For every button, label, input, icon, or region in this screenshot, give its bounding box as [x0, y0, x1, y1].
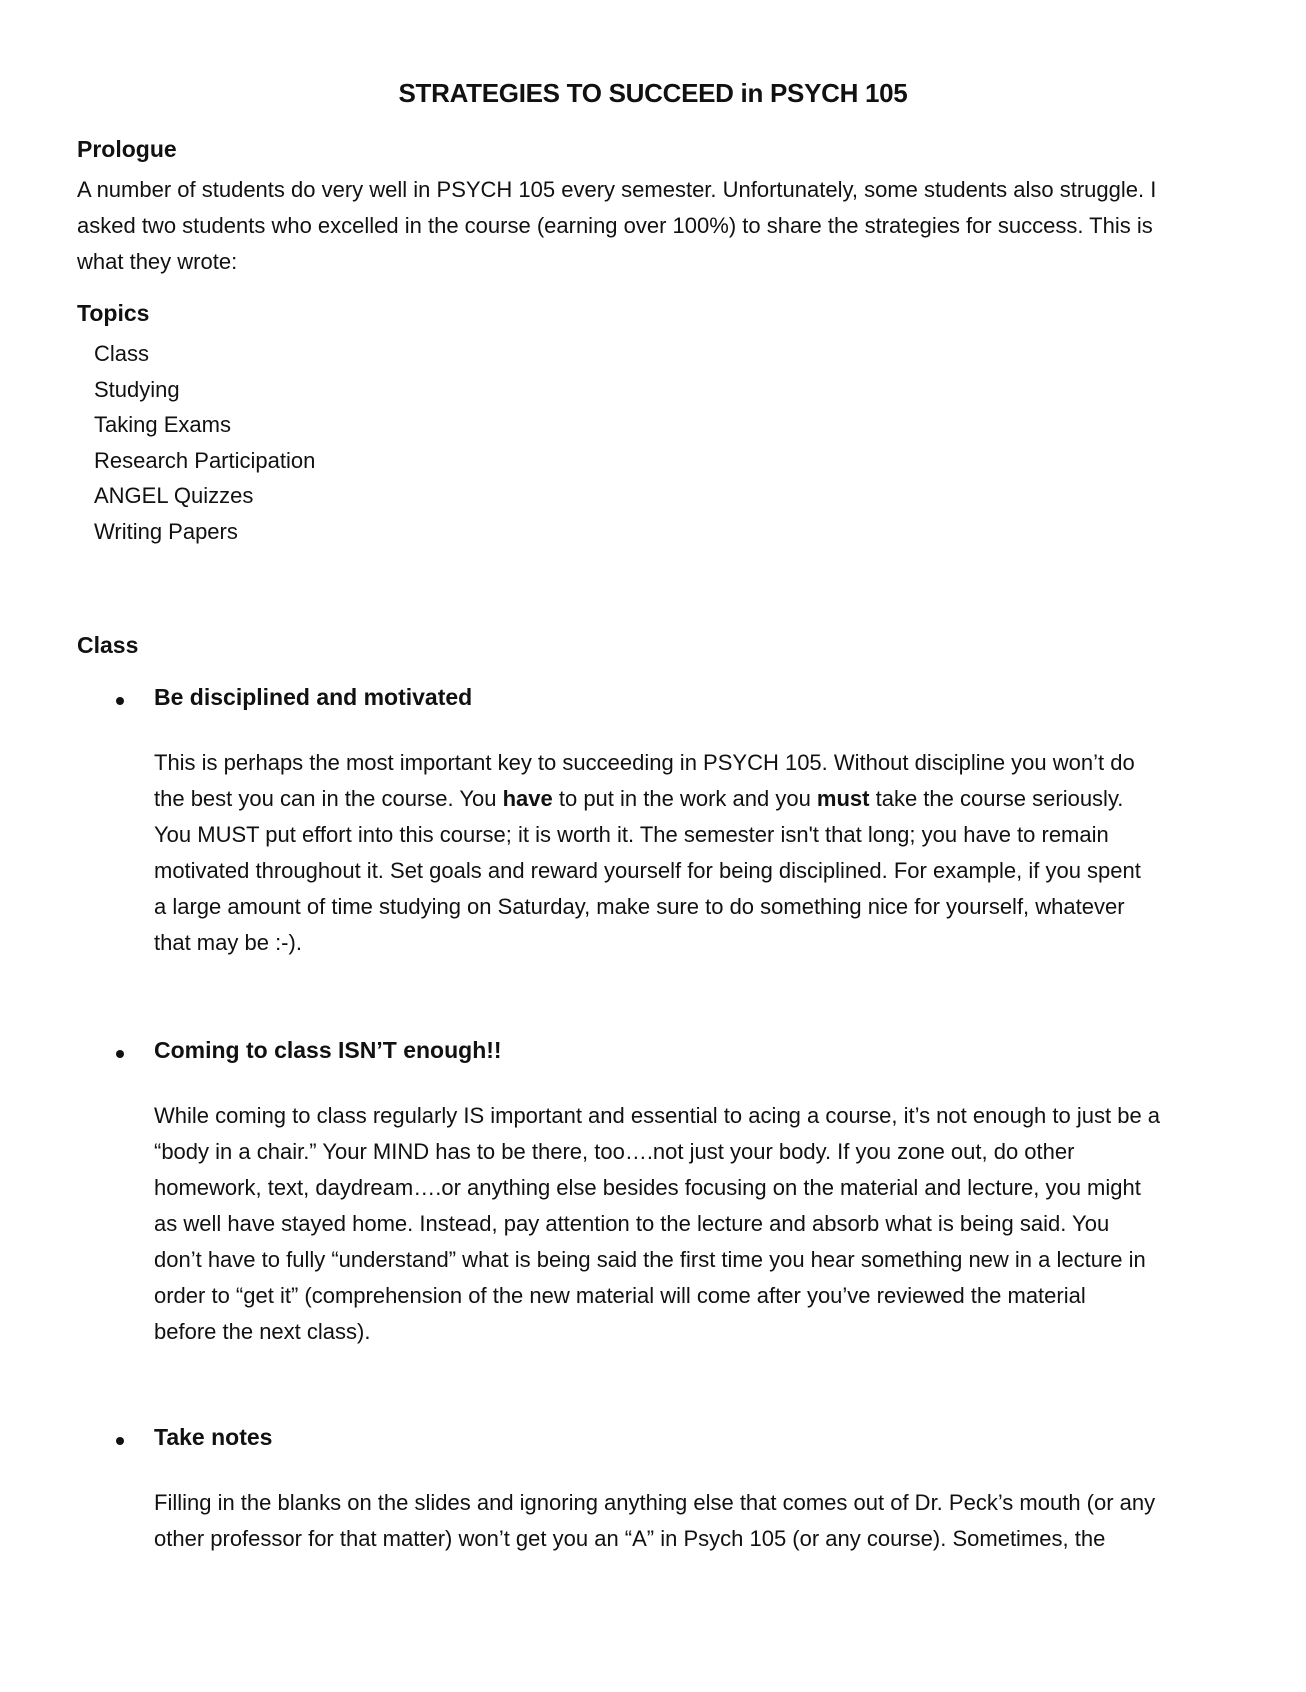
- body-line: a large amount of time studying on Saturday, make sure to do something nice for yourself, whatever: [154, 894, 1125, 919]
- bullet-title-coming-to-class: Coming to class ISN’T enough!!: [154, 1037, 502, 1063]
- body-line: homework, text, daydream….or anything else besides focusing on the material and lecture, you might: [154, 1175, 1141, 1200]
- topics-heading: Topics: [77, 300, 150, 326]
- body-line: [154, 781, 1234, 817]
- text-run: the best you can in the course. You: [154, 786, 503, 811]
- topic-item-research-participation: Research Participation: [94, 447, 316, 473]
- body-line: before the next class).: [154, 1319, 371, 1344]
- emphasis-have: have: [502, 786, 553, 811]
- prologue-line: what they wrote:: [77, 249, 238, 274]
- bullet-icon: [116, 1050, 124, 1058]
- bullet-title-discipline: Be disciplined and motivated: [154, 684, 473, 710]
- topic-item-angel-quizzes: ANGEL Quizzes: [94, 483, 254, 509]
- body-line: order to “get it” (comprehension of the new material will come after you’ve reviewed the material: [154, 1283, 1086, 1308]
- prologue-line: asked two students who excelled in the course (earning over 100%) to share the strategies for success. This is: [77, 213, 1153, 238]
- prologue-heading: Prologue: [77, 136, 177, 162]
- text-run: take the course seriously.: [869, 786, 1124, 811]
- body-line: don’t have to fully “understand” what is being said the first time you hear something new in a lecture in: [154, 1247, 1146, 1272]
- bullet-icon: [116, 1437, 124, 1445]
- prologue-paragraph: [77, 172, 1237, 280]
- body-line: that may be :-).: [154, 930, 302, 955]
- topics-list: [94, 336, 315, 550]
- topic-item-taking-exams: Taking Exams: [94, 412, 231, 438]
- class-heading: Class: [77, 632, 139, 658]
- bullet-title-take-notes: Take notes: [154, 1424, 273, 1450]
- body-line: “body in a chair.” Your MIND has to be there, too….not just your body. If you zone out, do other: [154, 1139, 1075, 1164]
- body-line: motivated throughout it. Set goals and reward yourself for being disciplined. For example, if you spent: [154, 858, 1141, 883]
- body-line: Filling in the blanks on the slides and ignoring anything else that comes out of Dr. Peck’s mouth (or any: [154, 1490, 1156, 1515]
- body-line: This is perhaps the most important key to succeeding in PSYCH 105. Without discipline you won’t do: [154, 750, 1135, 775]
- bullet-body-take-notes: [154, 1485, 1234, 1557]
- text-run: to put in the work and you: [552, 786, 817, 811]
- topic-item-class: Class: [94, 341, 150, 366]
- prologue-line: A number of students do very well in PSYCH 105 every semester. Unfortunately, some students also struggle. I: [77, 177, 1157, 202]
- emphasis-must: must: [816, 786, 870, 811]
- body-line: other professor for that matter) won’t get you an “A” in Psych 105 (or any course). Sometimes, the: [154, 1526, 1106, 1551]
- topic-item-studying: Studying: [94, 376, 180, 402]
- document-title: STRATEGIES TO SUCCEED in PSYCH 105: [398, 78, 908, 108]
- topic-item-writing-papers: Writing Papers: [94, 518, 238, 544]
- body-line: While coming to class regularly IS important and essential to acing a course, it’s not enough to just be a: [154, 1103, 1161, 1128]
- bullet-icon: [116, 697, 124, 705]
- bullet-body-coming-to-class: [154, 1098, 1234, 1350]
- body-line: as well have stayed home. Instead, pay attention to the lecture and absorb what is being said. You: [154, 1211, 1110, 1236]
- bullet-body-discipline: [154, 745, 1234, 961]
- body-line: You MUST put effort into this course; it is worth it. The semester isn't that long; you have to remain: [154, 822, 1109, 847]
